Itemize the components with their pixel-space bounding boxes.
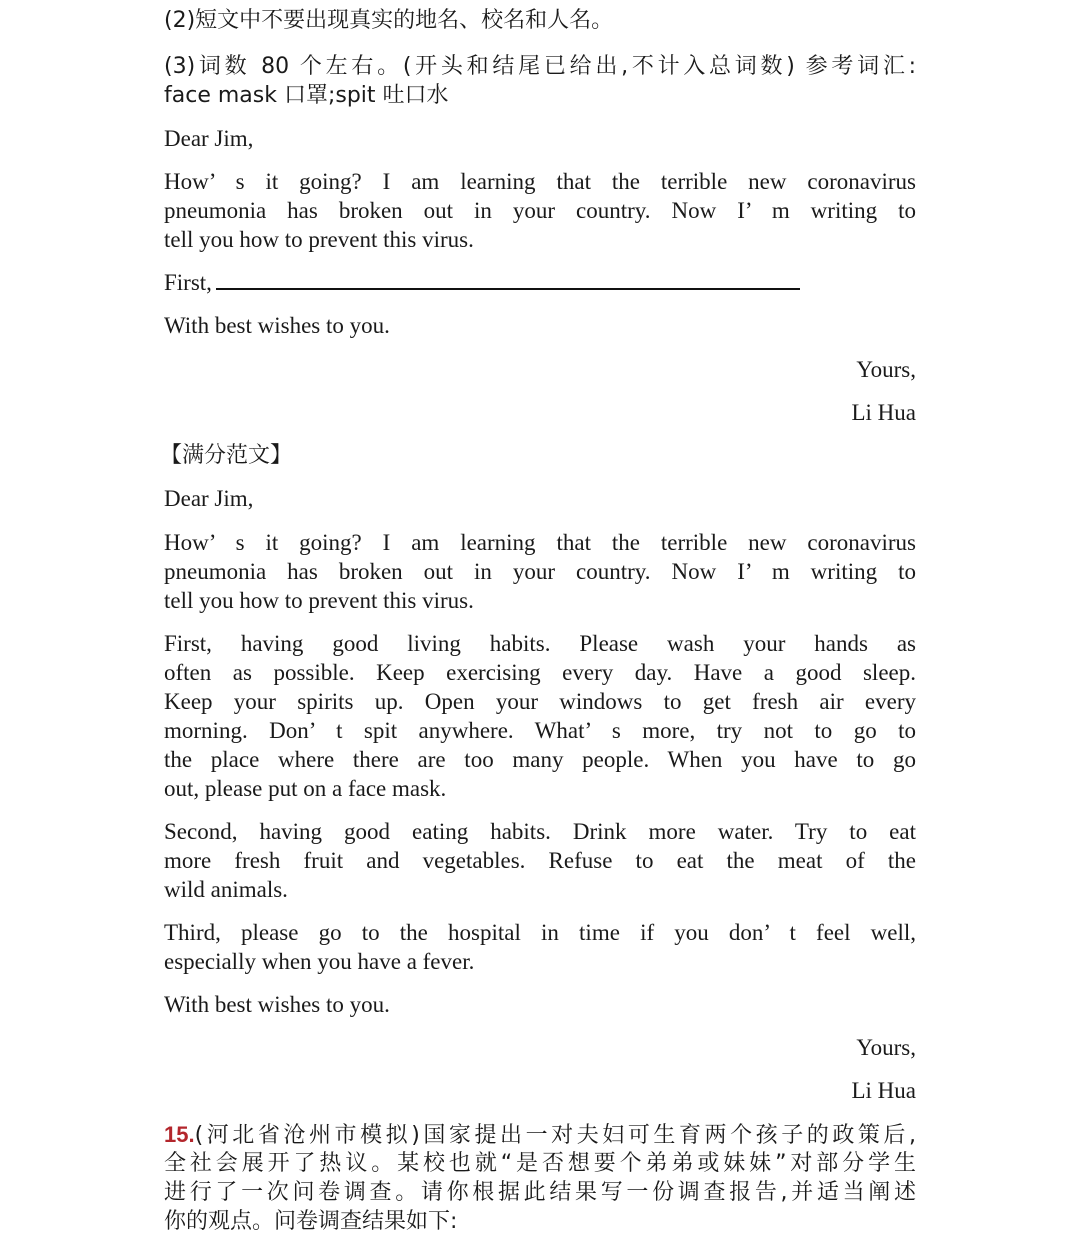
model-greeting: Dear Jim, xyxy=(164,486,254,511)
prompt-intro-line: tell you how to prevent this virus. xyxy=(164,227,474,252)
prompt-first-line xyxy=(164,268,916,297)
question15-line: 全社会展开了热议。某校也就“是否想要个弟弟或妹妹”对部分学生 xyxy=(164,1151,916,1176)
requirement-3: (3)词数 80 个左右。(开头和结尾已给出,不计入总词数) 参考词汇: xyxy=(164,54,916,79)
answer-blank xyxy=(216,270,800,290)
model-intro-line: tell you how to prevent this virus. xyxy=(164,588,474,613)
question15-line: 进行了一次问卷调查。请你根据此结果写一份调查报告,并适当阐述 xyxy=(164,1180,916,1205)
prompt-signature: Li Hua xyxy=(851,400,916,425)
requirement-2: (2)短文中不要出现真实的地名、校名和人名。 xyxy=(164,8,614,33)
question-number: 15. xyxy=(164,1122,195,1147)
question15-text: (河北省沧州市模拟)国家提出一对夫妇可生育两个孩子的政策后, xyxy=(194,1123,916,1148)
model-third-line: especially when you have a fever. xyxy=(164,949,475,974)
model-heading: 【满分范文】 xyxy=(160,443,293,468)
prompt-greeting: Dear Jim, xyxy=(164,126,254,151)
prompt-closing: With best wishes to you. xyxy=(164,313,390,338)
prompt-sign-off: Yours, xyxy=(856,357,916,382)
model-sign-off: Yours, xyxy=(856,1035,916,1060)
first-label: First, xyxy=(164,270,212,295)
question15-line: 你的观点。问卷调查结果如下: xyxy=(164,1209,458,1234)
model-intro-line: How’ s it going? I am learning that the terrible new coronavirus xyxy=(164,530,916,555)
question15-line xyxy=(164,1120,916,1150)
model-first-line: Keep your spirits up. Open your windows to get fresh air every xyxy=(164,689,916,714)
vocabulary-line: face mask 口罩;spit 吐口水 xyxy=(164,83,449,108)
prompt-intro-line: How’ s it going? I am learning that the terrible new coronavirus xyxy=(164,169,916,194)
model-second-line: Second, having good eating habits. Drink more water. Try to eat xyxy=(164,819,916,844)
prompt-intro-line: pneumonia has broken out in your country. Now I’ m writing to xyxy=(164,198,916,223)
model-first-line: often as possible. Keep exercising every day. Have a good sleep. xyxy=(164,660,916,685)
model-signature: Li Hua xyxy=(851,1078,916,1103)
model-second-line: wild animals. xyxy=(164,877,288,902)
model-second-line: more fresh fruit and vegetables. Refuse to eat the meat of the xyxy=(164,848,916,873)
model-first-line: First, having good living habits. Please wash your hands as xyxy=(164,631,916,656)
model-intro-line: pneumonia has broken out in your country. Now I’ m writing to xyxy=(164,559,916,584)
model-first-line: out, please put on a face mask. xyxy=(164,776,447,801)
model-first-line: the place where there are too many people. When you have to go xyxy=(164,747,916,772)
model-third-line: Third, please go to the hospital in time if you don’ t feel well, xyxy=(164,920,916,945)
model-closing: With best wishes to you. xyxy=(164,992,390,1017)
model-first-line: morning. Don’ t spit anywhere. What’ s more, try not to go to xyxy=(164,718,916,743)
